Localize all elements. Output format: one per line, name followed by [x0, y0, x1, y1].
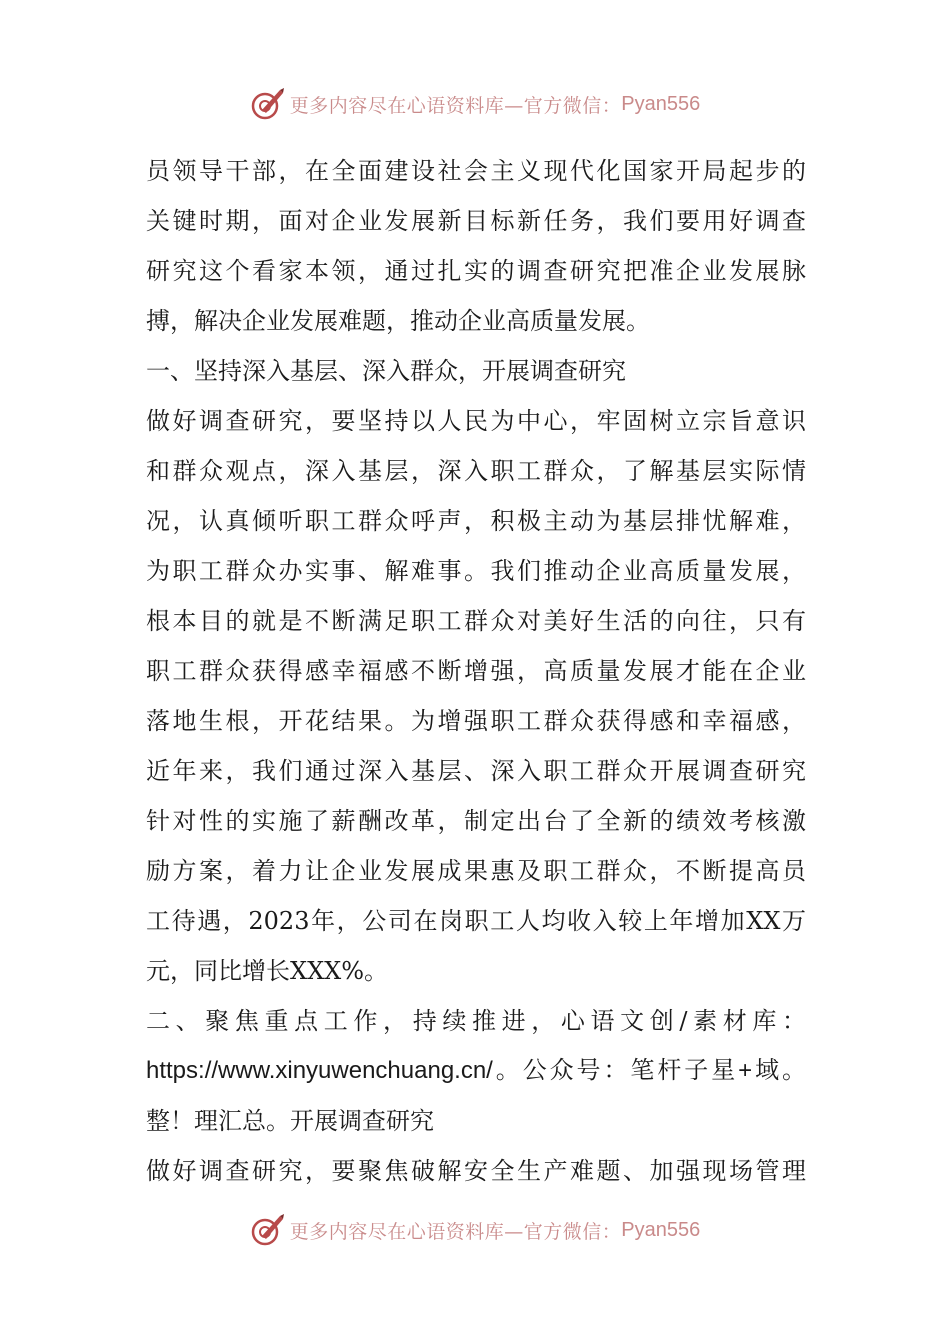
text-line: 做好调查研究，要聚焦破解安全生产难题、加强现场管理	[146, 1157, 806, 1185]
text-line: 针对性的实施了薪酬改革，制定出台了全新的绩效考核激	[146, 807, 806, 835]
quill-logo-icon	[250, 1212, 286, 1248]
header-watermark	[0, 84, 950, 124]
text-line-url: https://www.xinyuwenchuang.cn/。公众号：笔杆子星+域。	[146, 1057, 806, 1084]
document-body	[146, 146, 806, 1196]
text-line: 整！理汇总。开展调查研究	[146, 1107, 434, 1135]
quill-logo-icon	[250, 86, 286, 122]
watermark-wechat-id: Pyan556	[621, 92, 701, 115]
text-line: 励方案，着力让企业发展成果惠及职工群众，不断提高员	[146, 857, 806, 885]
text-line: 近年来，我们通过深入基层、深入职工群众开展调查研究	[146, 757, 806, 785]
watermark-text: 更多内容尽在心语资料库—官方微信：	[289, 94, 622, 117]
text-line: 根本目的就是不断满足职工群众对美好生活的向往，只有	[146, 607, 806, 635]
text-line: 搏，解决企业发展难题，推动企业高质量发展。	[146, 307, 650, 335]
text-line: 为职工群众办实事、解难事。我们推动企业高质量发展，	[146, 557, 806, 585]
text-line: 工待遇，2023年，公司在岗职工人均收入较上年增加XX万	[146, 907, 806, 935]
text-line: 落地生根，开花结果。为增强职工群众获得感和幸福感，	[146, 707, 806, 735]
watermark-wechat-id: Pyan556	[621, 1218, 701, 1241]
footer-watermark	[0, 1210, 950, 1250]
text-line: 元，同比增长XXX%。	[146, 957, 389, 985]
text-line: 况，认真倾听职工群众呼声，积极主动为基层排忧解难，	[146, 507, 806, 535]
text-line: 关键时期，面对企业发展新目标新任务，我们要用好调查	[146, 207, 806, 235]
watermark-text: 更多内容尽在心语资料库—官方微信：	[289, 1220, 622, 1243]
section-heading-1: 一、坚持深入基层、深入群众，开展调查研究	[146, 357, 626, 385]
text-line: 和群众观点，深入基层，深入职工群众，了解基层实际情	[146, 457, 806, 485]
text-line: 做好调查研究，要坚持以人民为中心，牢固树立宗旨意识	[146, 407, 806, 435]
text-line: 员领导干部，在全面建设社会主义现代化国家开局起步的	[146, 157, 806, 185]
text-line: 研究这个看家本领，通过扎实的调查研究把准企业发展脉	[146, 257, 806, 285]
text-line: 职工群众获得感幸福感不断增强，高质量发展才能在企业	[146, 657, 806, 685]
section-heading-2: 二、聚焦重点工作，持续推进，心语文创/素材库：	[146, 1007, 806, 1035]
